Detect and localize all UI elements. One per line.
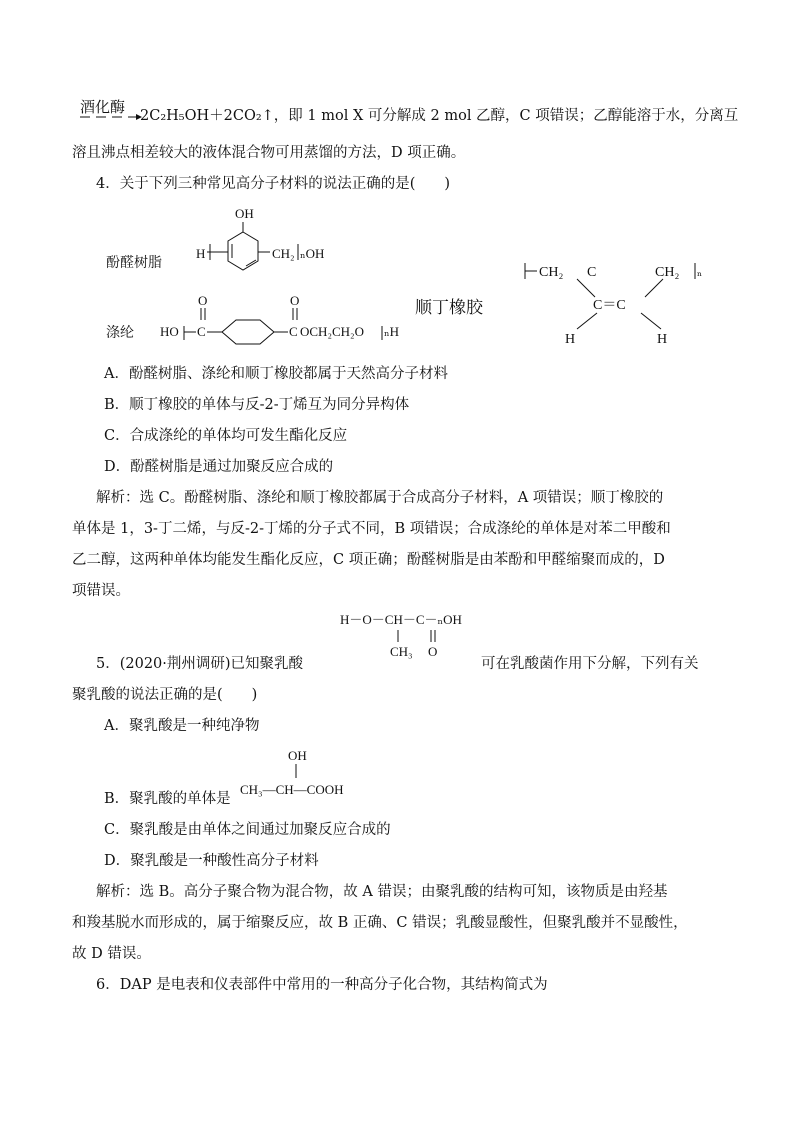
intro-line-2: 溶且沸点相差较大的液体混合物可用蒸馏的方法，D 项正确。: [72, 145, 466, 161]
q4-analysis-line-2: 单体是 1，3-丁二烯，与反-2-丁烯的分子式不同，B 项错误；合成涤纶的单体是对苯二甲酸和: [72, 521, 671, 537]
intro-equation-line: 2C₂H₅OH＋2CO₂↑，即 1 mol X 可分解成 2 mol 乙醇，C 项错误；乙醇能溶于水，分离互: [140, 108, 739, 124]
rubber-n-text: ₙ: [697, 265, 703, 279]
q5-stem-part-a: 5．(2020·荆州调研)已知聚乳酸: [96, 656, 304, 672]
q5-option-d: D．聚乳酸是一种酸性高分子材料: [104, 853, 319, 869]
q4-option-b: B．顺丁橡胶的单体与反-2-丁烯互为同分异构体: [104, 397, 410, 413]
pla-o-text: O: [428, 644, 438, 659]
rubber-c-eq-c-text: C＝C: [593, 298, 626, 313]
q5-analysis-line-1: 解析：选 B。高分子聚合物为混合物，故 A 错误；由聚乳酸的结构可知，该物质是由羟基: [96, 884, 668, 900]
q4-option-c: C．合成涤纶的单体均可发生酯化反应: [104, 428, 348, 444]
polyester-c1-text: C: [197, 324, 206, 339]
q5-option-b: B．聚乳酸的单体是: [104, 791, 231, 807]
phenolic-oh-text: OH: [235, 206, 254, 221]
polyester-o2-text: O: [290, 293, 300, 308]
polyester-label: 涤纶: [106, 325, 134, 341]
polylactic-acid-structure: [338, 606, 488, 668]
q5-option-c: C．聚乳酸是由单体之间通过加聚反应合成的: [104, 822, 391, 838]
reaction-arrow: [78, 112, 144, 122]
monomer-oh-text: OH: [288, 748, 307, 763]
polyester-o1-text: O: [198, 293, 208, 308]
catalyst-label: 酒化酶: [80, 98, 126, 116]
monomer-formula-text: CH₃—CH—COOH: [240, 782, 344, 797]
q5-option-a: A．聚乳酸是一种纯净物: [104, 718, 260, 734]
polyester-structure: [160, 290, 420, 360]
pla-main-text: H－O－CH－C－ₙOH: [340, 612, 462, 627]
polyester-nh-text: ₙH: [384, 324, 400, 339]
phenolic-ch2-text: CH₂: [272, 246, 295, 261]
phenolic-resin-structure: [190, 200, 360, 290]
q5-stem-line-2: 聚乳酸的说法正确的是( ): [72, 687, 258, 703]
pla-ch3-text: CH₃: [390, 644, 413, 659]
rubber-ch2-left-text: CH₂: [539, 265, 564, 280]
q4-stem: 4．关于下列三种常见高分子材料的说法正确的是( ): [96, 176, 451, 192]
cis-polybutadiene-structure: [515, 255, 735, 355]
polyester-c2-text: C: [289, 324, 298, 339]
rubber-label: 顺丁橡胶: [415, 298, 483, 318]
q4-analysis-line-4: 项错误。: [72, 583, 130, 599]
q5-analysis-line-2: 和羧基脱水而形成的，属于缩聚反应，故 B 正确、C 错误；乳酸显酸性，但聚乳酸并不显酸性，: [72, 915, 688, 931]
polyester-ester-chain-text: OCH₂CH₂O: [300, 324, 364, 339]
q5-stem-part-b: 可在乳酸菌作用下分解，下列有关: [481, 656, 699, 672]
q4-option-a: A．酚醛树脂、涤纶和顺丁橡胶都属于天然高分子材料: [104, 366, 448, 382]
q4-option-d: D．酚醛树脂是通过加聚反应合成的: [104, 459, 334, 475]
phenolic-resin-label: 酚醛树脂: [106, 255, 162, 271]
q5-analysis-line-3: 故 D 错误。: [72, 946, 151, 962]
rubber-h-right-text: H: [657, 332, 668, 347]
q4-analysis-line-3: 乙二醇，这两种单体均能发生酯化反应，C 项正确；酚醛树脂是由苯酚和甲醛缩聚而成的，D: [72, 552, 665, 568]
polyester-ho-text: HO: [160, 324, 179, 339]
phenolic-h-text: H: [196, 246, 206, 261]
phenolic-noh-text: ₙOH: [300, 246, 325, 261]
rubber-c-top-text: C: [587, 265, 597, 280]
lactic-acid-monomer-structure: [236, 744, 396, 800]
rubber-ch2-right-text: CH₂: [655, 265, 680, 280]
rubber-h-left-text: H: [565, 332, 576, 347]
q4-analysis-line-1: 解析：选 C。酚醛树脂、涤纶和顺丁橡胶都属于合成高分子材料，A 项错误；顺丁橡胶的: [96, 490, 664, 506]
q6-stem: 6．DAP 是电表和仪表部件中常用的一种高分子化合物，其结构简式为: [96, 977, 548, 993]
